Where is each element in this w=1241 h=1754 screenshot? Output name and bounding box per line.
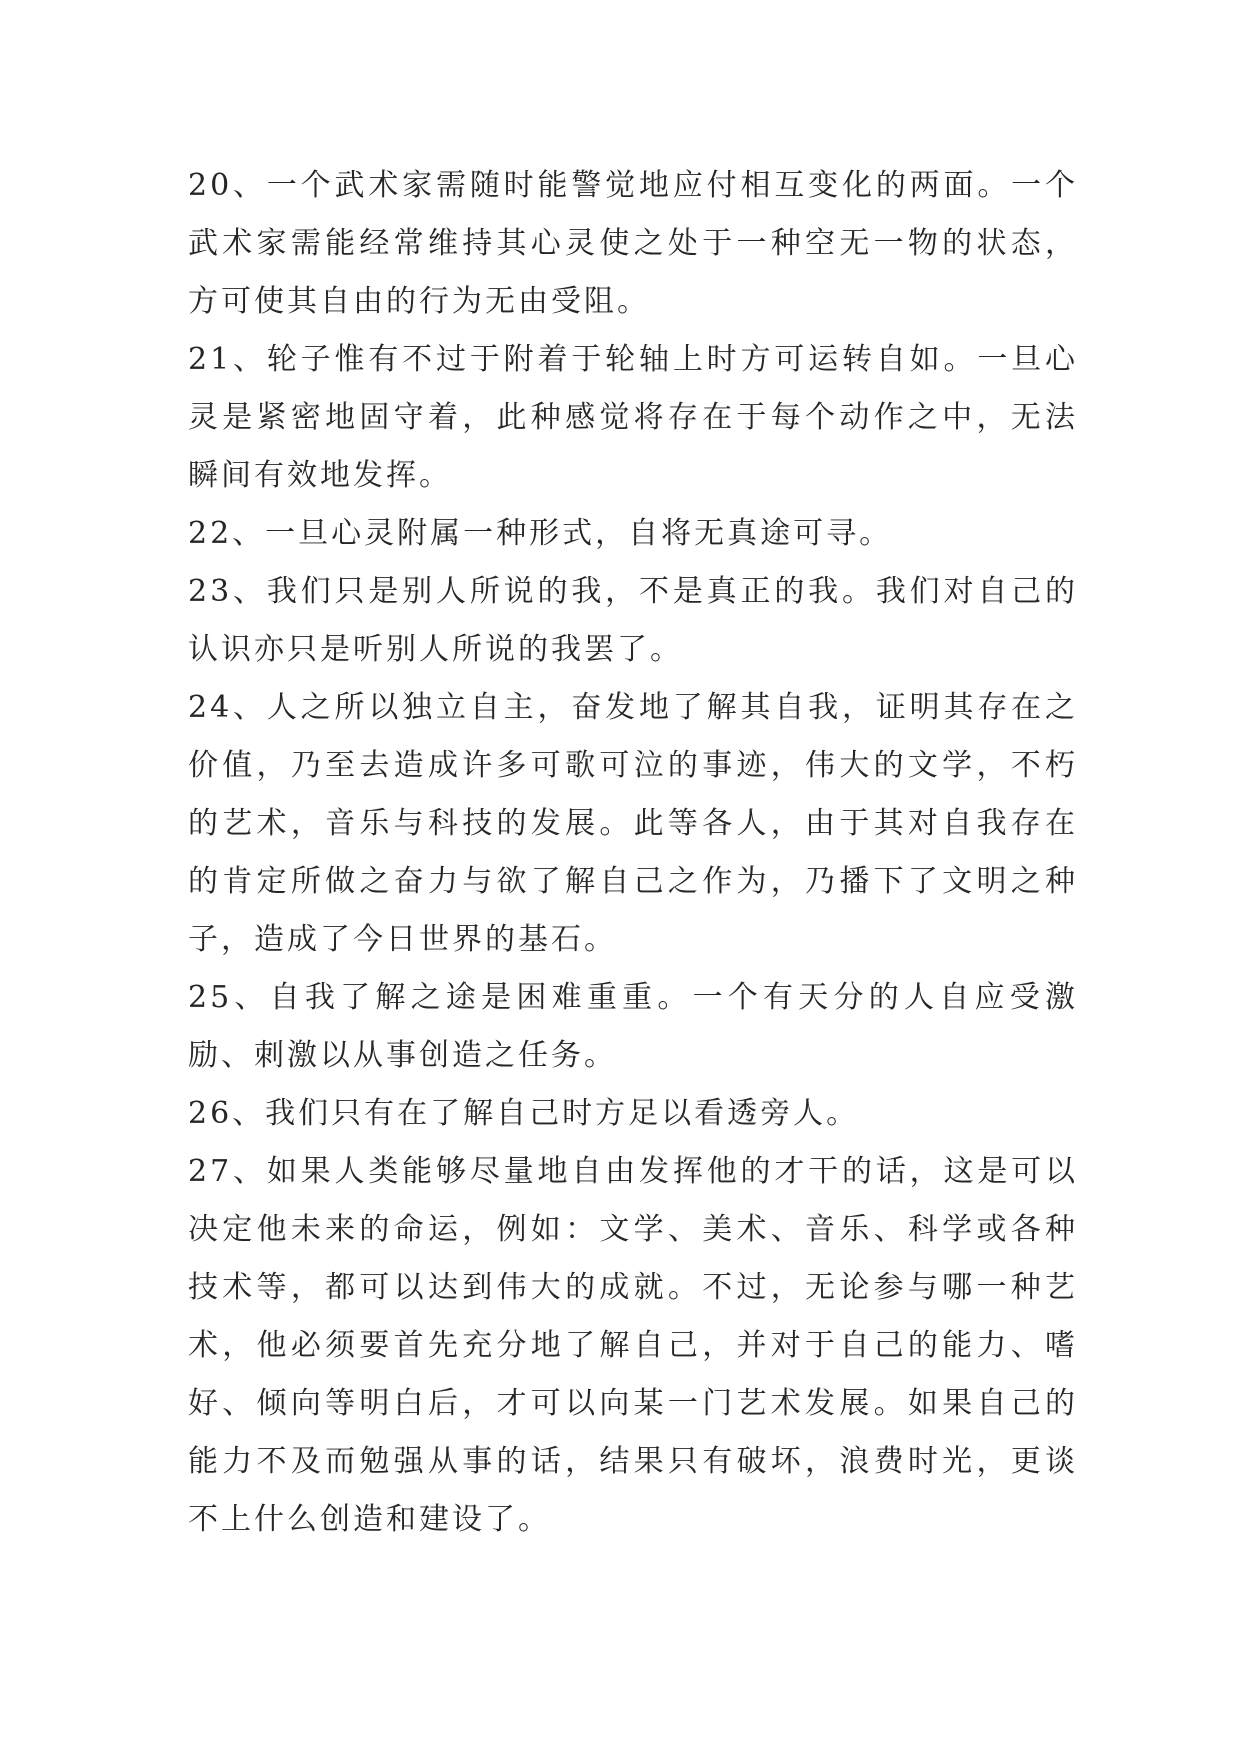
paragraph-22: 22、一旦心灵附属一种形式，自将无真途可寻。 [188,516,893,551]
paragraph-26: 26、我们只有在了解自己时方足以看透旁人。 [188,1096,860,1131]
paragraph-25: 25、自我了解之途是困难重重。一个有天分的人自应受激励、刺激以从事创造之任务。 [188,980,1078,1073]
paragraph-24: 24、人之所以独立自主，奋发地了解其自我，证明其存在之价值，乃至去造成许多可歌可泣的事迹，伟大的文学，不朽的艺术，音乐与科技的发展。此等各人，由于其对自我存在的肯定所做之奋力与欲了解自己之作为，乃播下了文明之种子，造成了今日世界的基石。 [188,690,1078,957]
paragraph-27: 27、如果人类能够尽量地自由发挥他的才干的话，这是可以决定他未来的命运，例如：文学、美术、音乐、科学或各种技术等，都可以达到伟大的成就。不过，无论参与哪一种艺术，他必须要首先充分地了解自己，并对于自己的能力、嗜好、倾向等明白后，才可以向某一门艺术发展。如果自己的能力不及而勉强从事的话，结果只有破坏，浪费时光，更谈不上什么创造和建设了。 [188,1154,1078,1537]
paragraph-20: 20、一个武术家需随时能警觉地应付相互变化的两面。一个武术家需能经常维持其心灵使之处于一种空无一物的状态，方可使其自由的行为无由受阻。 [188,168,1078,319]
paragraph-23: 23、我们只是别人所说的我，不是真正的我。我们对自己的认识亦只是听别人所说的我罢了。 [188,574,1078,667]
paragraph-21: 21、轮子惟有不过于附着于轮轴上时方可运转自如。一旦心灵是紧密地固守着，此种感觉将存在于每个动作之中，无法瞬间有效地发挥。 [188,342,1078,493]
document-body [188,157,1078,1549]
